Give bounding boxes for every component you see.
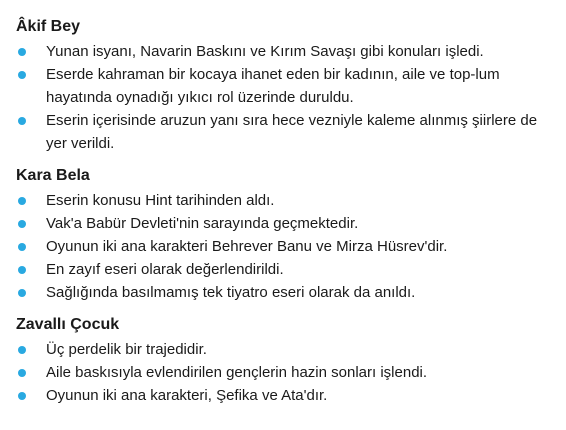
document-page <box>16 16 560 407</box>
list-item <box>16 189 560 212</box>
list-item-text: En zayıf eseri olarak değerlendirildi. <box>46 261 284 278</box>
bullet-icon <box>18 346 26 354</box>
bullet-icon <box>18 243 26 251</box>
list-item-text: Eserin konusu Hint tarihinden aldı. <box>46 192 275 209</box>
list-item-text: Eserde kahraman bir kocaya ihanet eden bir kadının, aile ve top-lum hayatında oynadığı yıkıcı rol üzerinde duruldu. <box>46 66 500 106</box>
section-title: Âkif Bey <box>16 18 81 35</box>
list-item <box>16 40 560 63</box>
list-item-text: Sağlığında basılmamış tek tiyatro eseri olarak da anıldı. <box>46 284 416 301</box>
list-item <box>16 361 560 384</box>
bullet-list <box>16 189 560 304</box>
bullet-icon <box>18 392 26 400</box>
list-item-text: Oyunun iki ana karakteri, Şefika ve Ata'dır. <box>46 387 328 404</box>
bullet-icon <box>18 71 26 79</box>
list-item-text: Oyunun iki ana karakteri Behrever Banu ve Mirza Hüsrev'dir. <box>46 238 448 255</box>
bullet-icon <box>18 289 26 297</box>
bullet-icon <box>18 48 26 56</box>
list-item-text: Üç perdelik bir trajedidir. <box>46 341 207 358</box>
bullet-icon <box>18 220 26 228</box>
bullet-list <box>16 338 560 407</box>
section-zavalli-cocuk <box>16 314 560 407</box>
bullet-icon <box>18 266 26 274</box>
list-item-text: Aile baskısıyla evlendirilen gençlerin hazin sonları işlendi. <box>46 364 428 381</box>
bullet-icon <box>18 117 26 125</box>
list-item <box>16 63 560 109</box>
list-item <box>16 258 560 281</box>
section-title: Kara Bela <box>16 167 90 184</box>
list-item <box>16 338 560 361</box>
bullet-icon <box>18 369 26 377</box>
bullet-list <box>16 40 560 155</box>
list-item-text: Yunan isyanı, Navarin Baskını ve Kırım Savaşı gibi konuları işledi. <box>46 43 484 60</box>
bullet-icon <box>18 197 26 205</box>
list-item <box>16 212 560 235</box>
section-title: Zavallı Çocuk <box>16 316 120 333</box>
list-item <box>16 384 560 407</box>
list-item <box>16 235 560 258</box>
section-kara-bela <box>16 165 560 304</box>
list-item-text: Eserin içerisinde aruzun yanı sıra hece vezniyle kaleme alınmış şiirlere de yer verildi. <box>46 112 538 152</box>
section-akif-bey <box>16 16 560 155</box>
list-item-text: Vak'a Babür Devleti'nin sarayında geçmektedir. <box>46 215 359 232</box>
list-item <box>16 281 560 304</box>
list-item <box>16 109 560 155</box>
